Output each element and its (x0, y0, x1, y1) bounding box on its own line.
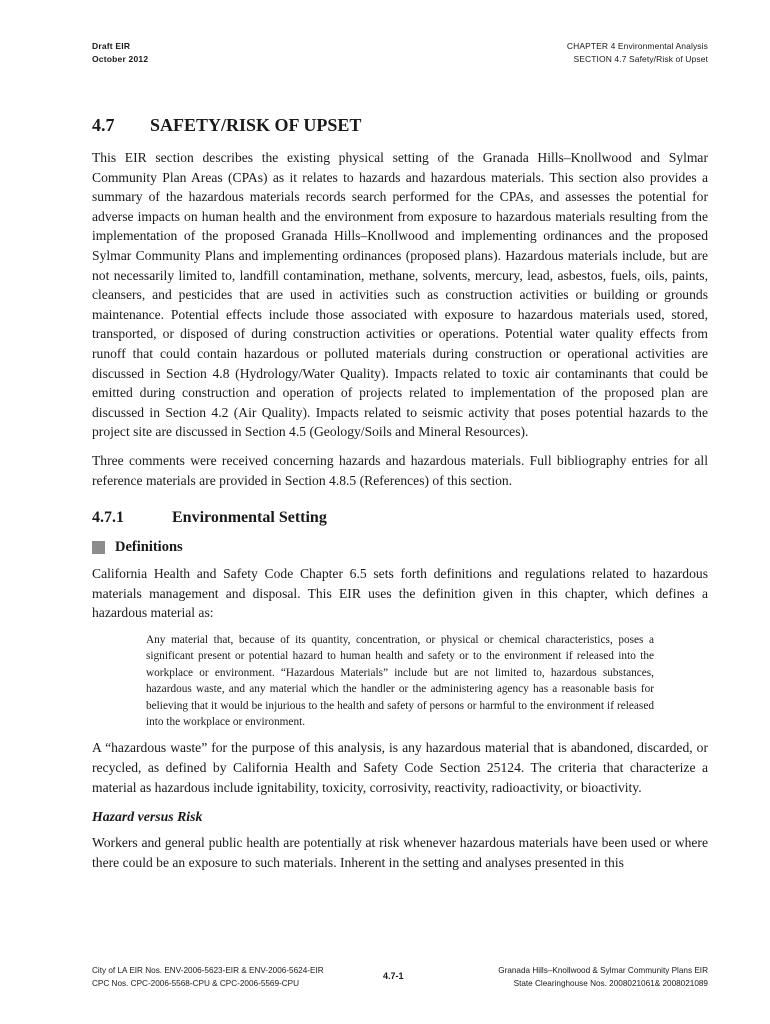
footer-eir-numbers: City of LA EIR Nos. ENV-2006-5623-EIR & ENV-2006-5624-EIR (92, 966, 324, 975)
hazard-versus-risk-heading: Hazard versus Risk (92, 809, 203, 825)
header-date: October 2012 (92, 54, 149, 64)
header-doc-type: Draft EIR (92, 41, 131, 51)
section-title: SAFETY/RISK OF UPSET (150, 115, 362, 135)
running-header-left (92, 40, 148, 66)
page-content (92, 110, 708, 881)
hazardous-waste-paragraph: A “hazardous waste” for the purpose of this analysis, is any hazardous material that is abandoned, discarded, or recycled, as defined by California Health and Safety Code Section 25124. The criteria that characterize a material as hazardous include ignitability, toxicity, corrosivity, reactivity, radioactivity, or bioactivity. (92, 740, 708, 795)
footer-left (92, 964, 324, 990)
running-header-right (567, 40, 708, 66)
gray-square-bullet-icon (92, 541, 105, 554)
footer-right (498, 964, 708, 990)
section-heading (92, 110, 708, 140)
hazard-versus-risk-paragraph: Workers and general public health are potentially at risk whenever hazardous materials have been used or where there could be an exposure to such materials. Inherent in the setting and analyses presented in this (92, 835, 708, 870)
footer-cpc-numbers: CPC Nos. CPC-2006-5568-CPU & CPC-2006-5569-CPU (92, 979, 300, 988)
page-number: 4.7-1 (383, 971, 404, 981)
definitions-heading (92, 536, 708, 558)
footer-clearinghouse: State Clearinghouse Nos. 2008021061& 2008021089 (513, 979, 708, 988)
definitions-title: Definitions (115, 539, 183, 556)
hazardous-material-definition-quote: Any material that, because of its quantity, concentration, or physical or chemical characteristics, poses a significant present or potential hazard to human health and safety or to the environment if released into the workplace or environment. “Hazardous Materials” include but are not limited to, hazardous substances, hazardous waste, and any material which the handler or the administering agency has a reasonable basis for believing that it would be injurious to the health and safety of persons or harmful to the environment if released into the workplace or environment. (146, 633, 654, 728)
header-section: SECTION 4.7 Safety/Risk of Upset (573, 54, 708, 64)
intro-paragraph: This EIR section describes the existing physical setting of the Granada Hills–Knollwood and Sylmar Community Plan Areas (CPAs) as it relates to hazards and hazardous materials. This section also provides a summary of the hazardous materials records search performed for the CPAs, and assesses the potential for adverse impacts on human health and the environment from exposure to hazardous materials resulting from the implementation of the proposed Granada Hills–Knollwood and implementing ordinances and the proposed Sylmar Community Plans and implementing ordinances (proposed plans). Hazardous materials include, but are not necessarily limited to, landfill contamination, methane, solvents, mercury, lead, asbestos, fuels, oils, paints, cleansers, and pesticides that are used in activities such as construction activities or building or grounds maintenance. Potential effects include those associated with exposure to hazardous materials used, stored, transported, or disposed of during construction activities or operations. Potential water quality effects from runoff that could contain hazardous or polluted materials during construction or operational activities are discussed in Section 4.8 (Hydrology/Water Quality). Impacts related to toxic air contaminants that could be emitted during construction and operation of projects related to implementation of the proposed plan are discussed in Section 4.2 (Air Quality). Impacts related to seismic activity that poses potential hazards to the project site are discussed in Section 4.5 (Geology/Soils and Mineral Resources). (92, 150, 708, 440)
definitions-paragraph: California Health and Safety Code Chapter 6.5 sets forth definitions and regulations related to hazardous materials management and disposal. This EIR uses the definition given in this chapter, which defines a hazardous material as: (92, 566, 708, 621)
comments-paragraph: Three comments were received concerning hazards and hazardous materials. Full bibliography entries for all reference materials are provided in Section 4.8.5 (References) of this section. (92, 452, 708, 488)
header-chapter: CHAPTER 4 Environmental Analysis (566, 41, 708, 51)
subsection-heading (92, 506, 708, 530)
footer-plan-title: Granada Hills–Knollwood & Sylmar Community Plans EIR (498, 966, 708, 975)
subsection-title: Environmental Setting (172, 509, 327, 527)
section-number: 4.7 (92, 115, 115, 135)
subsection-number: 4.7.1 (92, 509, 124, 527)
